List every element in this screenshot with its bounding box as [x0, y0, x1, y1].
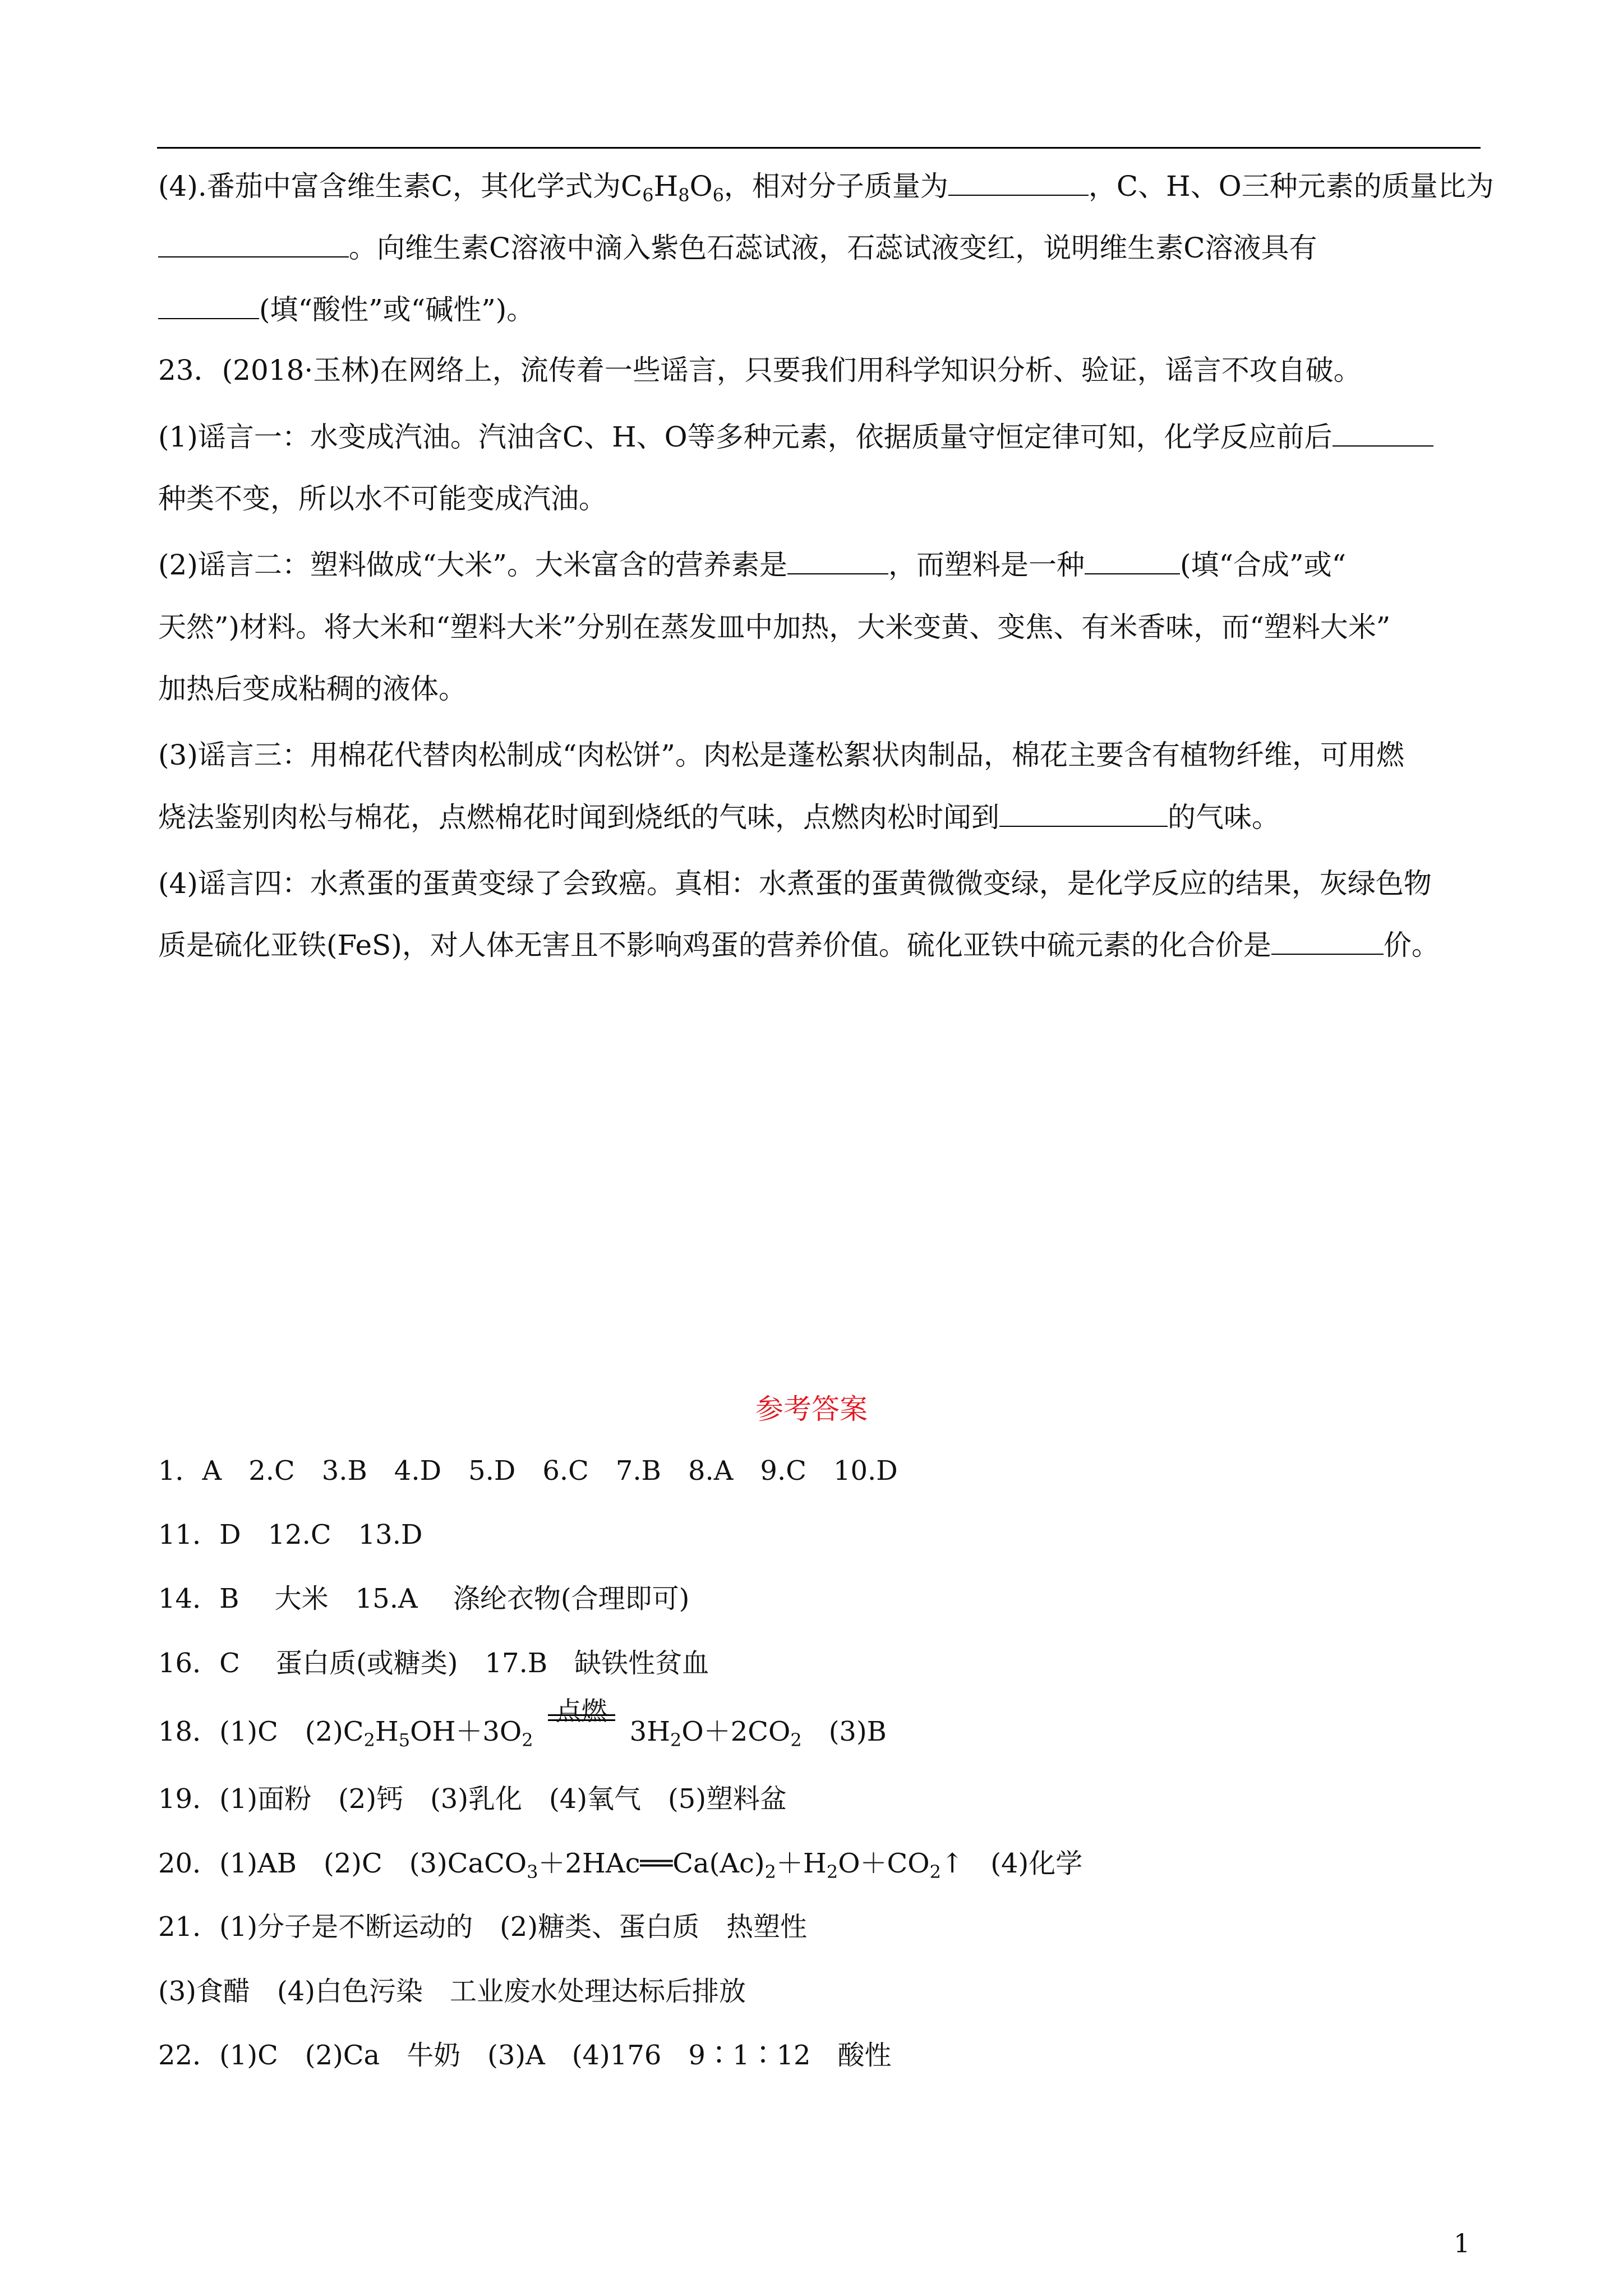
q23-2-line3: 加热后变成粘稠的液体。 [158, 673, 467, 705]
q23-title: 23．(2018·玉林)在网络上，流传着一些谣言，只要我们用科学知识分析、验证，谣言不攻自破。 [158, 354, 1362, 386]
q22-4-line3: (填“酸性”或“碱性”)。 [158, 295, 1487, 325]
answer-line-8: 21．(1)分子是不断运动的 (2)糖类、蛋白质 热塑性 [158, 1911, 808, 1943]
answer-blank[interactable] [999, 804, 1168, 827]
answer-line-5: 18．(1)C $(2)C_2H_5OH+3O_2$ 点燃 $3H_2O+2CO_2$ (3)B [158, 1696, 887, 1751]
answer-blank[interactable] [158, 235, 349, 257]
answer-line-9: (3)食醋 (4)白色污染 工业废水处理达标后排放 [158, 1976, 746, 2007]
q23-4-line1: (4)谣言四：水煮蛋的蛋黄变绿了会致癌。真相：水煮蛋的蛋黄微微变绿，是化学反应的结果，灰绿色物 [158, 867, 1432, 900]
answer-blank[interactable] [1085, 552, 1180, 574]
answer-blank[interactable] [1332, 424, 1433, 447]
answer-line-4: 16．C 蛋白质(或糖类) 17.B 缺铁性贫血 [158, 1648, 709, 1679]
answer-line-1: 1．A 2.C 3.B 4.D 5.D 6.C 7.B 8.A 9.C 10.D [158, 1455, 898, 1487]
q23-2-line2: 天然”)材料。将大米和“塑料大米”分别在蒸发皿中加热，大米变黄、变焦、有米香味，而“塑料大米” [158, 611, 1391, 643]
page-number: 1 [1454, 2228, 1470, 2258]
q23-3-line2: 烧法鉴别肉松与棉花，点燃棉花时闻到烧纸的气味，点燃肉松时闻到 的气味。 [158, 801, 1280, 834]
q23-2-line1: (2)谣言二：塑料做成“大米”。大米富含的营养素是 ，而塑料是一种 (填“合成”或“ [158, 549, 1347, 581]
answer-line-7: 20．(1)AB (2)C $(3)CaCO_3+2HAc══Ca(Ac)_2+H_2O+CO_2↑$ (4)化学 [158, 1848, 1083, 1883]
answer-blank[interactable] [948, 173, 1089, 196]
answer-line-3: 14．B 大米 15.A 涤纶衣物(合理即可) [158, 1583, 690, 1614]
answer-blank[interactable] [787, 552, 888, 574]
answer-blank[interactable] [1271, 932, 1384, 955]
q22-4-line2: 。向维生素C溶液中滴入紫色石蕊试液，石蕊试液变红，说明维生素C溶液具有 [158, 233, 1487, 264]
q23-1-line2: 种类不变，所以水不可能变成汽油。 [158, 482, 607, 515]
q23-3-line1: (3)谣言三：用棉花代替肉松制成“肉松饼”。肉松是蓬松絮状肉制品，棉花主要含有植物纤维，可用燃 [158, 739, 1404, 771]
answer-line-6: 19．(1)面粉 (2)钙 (3)乳化 (4)氧气 (5)塑料盆 [158, 1783, 787, 1815]
answer-line-2: 11．D 12.C 13.D [158, 1519, 423, 1550]
answers-title: 参考答案 [755, 1393, 868, 1425]
q22-4-line1: (4).番茄中富含维生素C，其化学式为$C_6H_8O_6$，相对分子质量为 ，C、H、O三种元素的质量比为 [158, 170, 1494, 206]
answer-line-10: 22．(1)C (2)Ca 牛奶 (3)A (4)176 9∶1∶12 酸性 [158, 2040, 892, 2071]
answer-blank[interactable] [158, 297, 259, 319]
q23-4-line2: 质是硫化亚铁(FeS)，对人体无害且不影响鸡蛋的营养价值。硫化亚铁中硫元素的化合价是 价。 [158, 929, 1440, 961]
header-rule [157, 147, 1481, 149]
q23-1-line1: (1)谣言一：水变成汽油。汽油含C、H、O等多种元素，依据质量守恒定律可知，化学反应前后 [158, 422, 1487, 453]
